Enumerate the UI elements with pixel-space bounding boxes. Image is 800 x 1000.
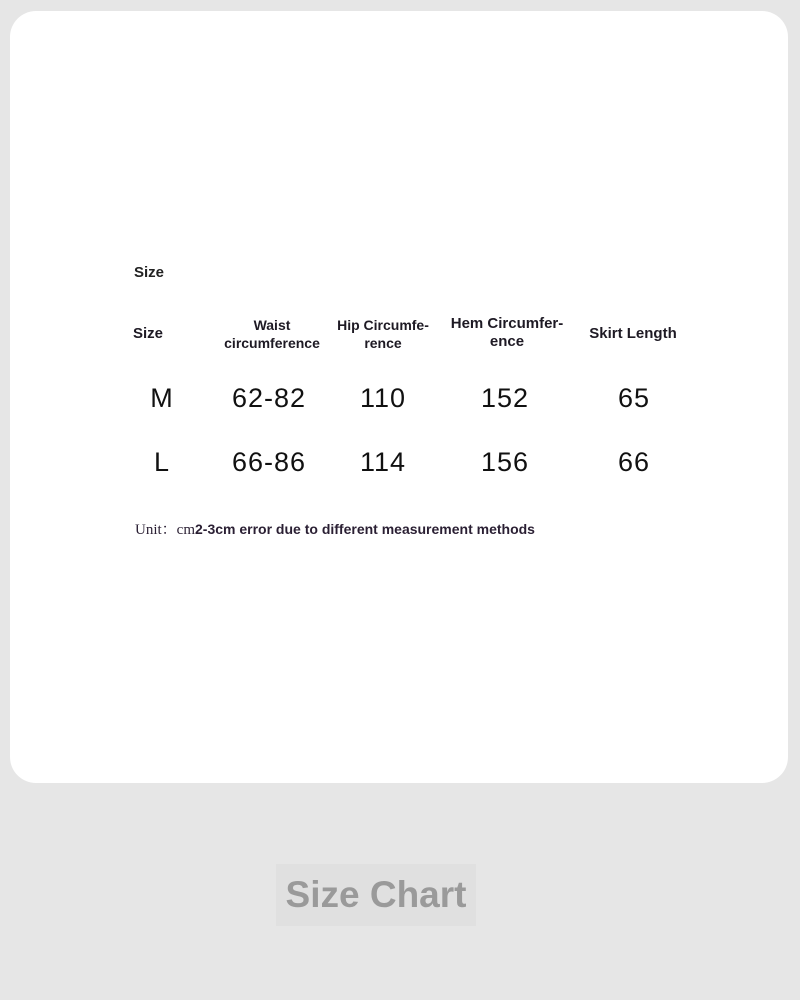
unit-prefix: Unit：cm [135,522,195,538]
row-l-waist: 66-86 [231,447,307,477]
row-m-hem: 152 [480,383,530,413]
header-hem: Hem Circumfer- ence [450,315,564,350]
row-m-skirt-length: 65 [617,383,651,413]
header-waist: Waist circumference [224,317,320,351]
unit-note [135,518,535,539]
unit-error-note: 2-3cm error due to different measurement methods [195,521,535,537]
row-m-hip: 110 [359,383,407,413]
row-l-skirt-length: 66 [617,447,651,477]
row-l-hip: 114 [359,447,407,477]
footer-title: Size Chart [276,864,476,926]
row-l-size: L [153,447,171,477]
row-m-size: M [150,383,174,413]
header-hip: Hip Circumfe- rence [337,317,429,351]
header-size: Size [132,325,163,342]
size-label: Size [134,264,165,281]
row-l-hem: 156 [480,447,530,477]
header-skirt-length: Skirt Length [589,325,677,342]
row-m-waist: 62-82 [231,383,307,413]
